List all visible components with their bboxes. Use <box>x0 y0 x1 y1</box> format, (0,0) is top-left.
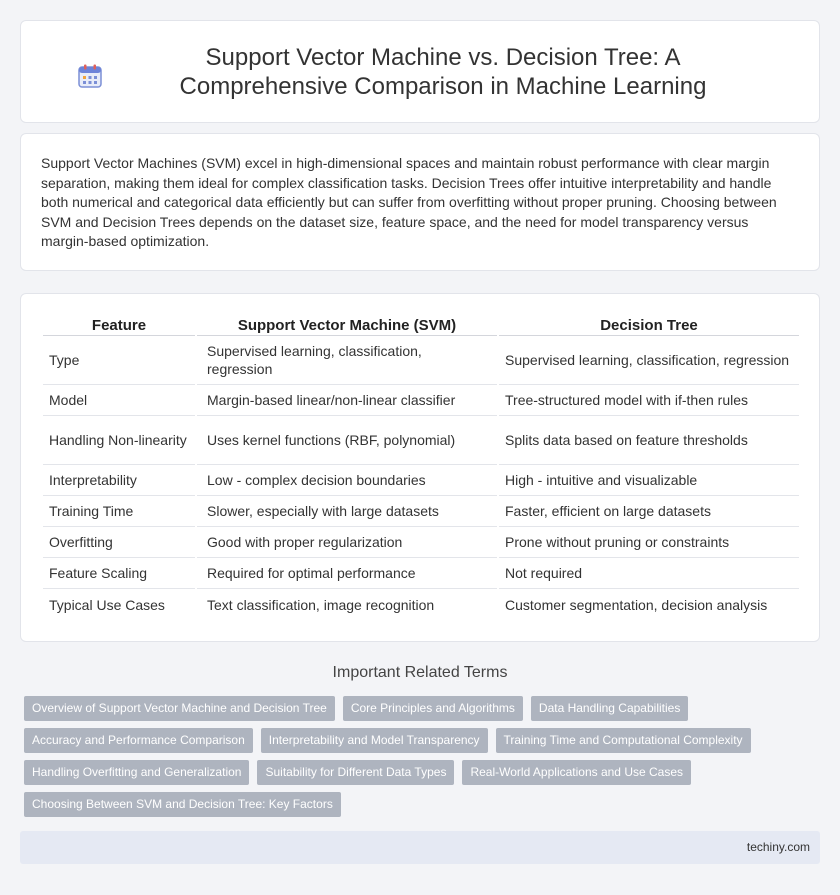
table-cell-svm: Uses kernel functions (RBF, polynomial) <box>197 416 497 465</box>
related-term-tag[interactable]: Real-World Applications and Use Cases <box>462 760 691 785</box>
intro-card <box>20 133 820 271</box>
table-cell-feature: Interpretability <box>43 465 195 496</box>
related-term-tag[interactable]: Handling Overfitting and Generalization <box>24 760 249 785</box>
footer-site-name[interactable]: techiny.com <box>746 840 810 854</box>
table-cell-feature: Overfitting <box>43 527 195 558</box>
related-term-tag[interactable]: Core Principles and Algorithms <box>343 696 523 721</box>
title-wrapper <box>70 43 770 101</box>
related-term-tag[interactable]: Suitability for Different Data Types <box>257 760 454 785</box>
related-terms-heading: Important Related Terms <box>332 664 508 681</box>
page-title: Support Vector Machine vs. Decision Tree: A Comprehensive Comparison in Machine Learning <box>179 43 707 100</box>
table-cell-decision-tree: Not required <box>499 558 799 589</box>
table-row <box>43 385 799 416</box>
table-cell-decision-tree: Tree-structured model with if-then rules <box>499 385 799 416</box>
title-card <box>20 20 820 123</box>
table-row <box>43 416 799 465</box>
related-term-tag[interactable]: Overview of Support Vector Machine and Decision Tree <box>24 696 335 721</box>
table-cell-svm: Margin-based linear/non-linear classifier <box>197 385 497 416</box>
tag-row <box>24 792 824 817</box>
table-cell-svm: Required for optimal performance <box>197 558 497 589</box>
related-term-tag[interactable]: Training Time and Computational Complexity <box>496 728 751 753</box>
table-cell-decision-tree: High - intuitive and visualizable <box>499 465 799 496</box>
table-cell-decision-tree: Splits data based on feature thresholds <box>499 416 799 465</box>
table-row <box>43 496 799 527</box>
related-term-tag[interactable]: Interpretability and Model Transparency <box>261 728 488 753</box>
table-cell-feature: Model <box>43 385 195 416</box>
table-cell-feature: Training Time <box>43 496 195 527</box>
intro-paragraph: Support Vector Machines (SVM) excel in high-dimensional spaces and maintain robust performance with clear margin separation, making them ideal for complex classification tasks. Decision Trees offer intuitive interpretability and handle both numerical and categorical data efficiently but can suffer from overfitting without proper pruning. Choosing between SVM and Decision Trees depends on the dataset size, feature space, and the need for model transparency versus margin-based optimization. <box>41 155 777 249</box>
column-header-svm: Support Vector Machine (SVM) <box>197 308 497 336</box>
table-row <box>43 558 799 589</box>
table-cell-decision-tree: Customer segmentation, decision analysis <box>505 596 768 613</box>
table-cell-decision-tree: Supervised learning, classification, regression <box>499 336 799 385</box>
table-cell-decision-tree: Faster, efficient on large datasets <box>499 496 799 527</box>
related-terms-tags <box>24 696 824 824</box>
column-header-decision-tree: Decision Tree <box>499 308 799 336</box>
table-cell-decision-tree: Prone without pruning or constraints <box>499 527 799 558</box>
footer <box>20 831 820 864</box>
table-cell-feature: Feature Scaling <box>43 558 195 589</box>
table-cell-svm: Text classification, image recognition <box>207 596 435 613</box>
related-term-tag[interactable]: Data Handling Capabilities <box>531 696 688 721</box>
comparison-table <box>43 308 799 620</box>
tag-row <box>24 760 824 785</box>
table-cell-svm: Supervised learning, classification, regression <box>197 336 497 385</box>
related-term-tag[interactable]: Choosing Between SVM and Decision Tree: Key Factors <box>24 792 341 817</box>
table-row <box>43 336 799 385</box>
table-header-row <box>43 308 799 336</box>
table-row <box>43 589 799 620</box>
table-cell-feature: Type <box>43 336 195 385</box>
calendar-icon <box>77 63 103 89</box>
tag-row <box>24 728 824 753</box>
table-cell-svm: Good with proper regularization <box>197 527 497 558</box>
table-cell-feature: Handling Non-linearity <box>43 416 195 465</box>
table-cell-feature: Typical Use Cases <box>49 596 165 613</box>
comparison-table-card <box>20 293 820 642</box>
related-term-tag[interactable]: Accuracy and Performance Comparison <box>24 728 253 753</box>
table-cell-svm: Low - complex decision boundaries <box>197 465 497 496</box>
column-header-feature: Feature <box>43 308 195 336</box>
table-cell-svm: Slower, especially with large datasets <box>197 496 497 527</box>
table-row <box>43 527 799 558</box>
table-row <box>43 465 799 496</box>
tag-row <box>24 696 824 721</box>
